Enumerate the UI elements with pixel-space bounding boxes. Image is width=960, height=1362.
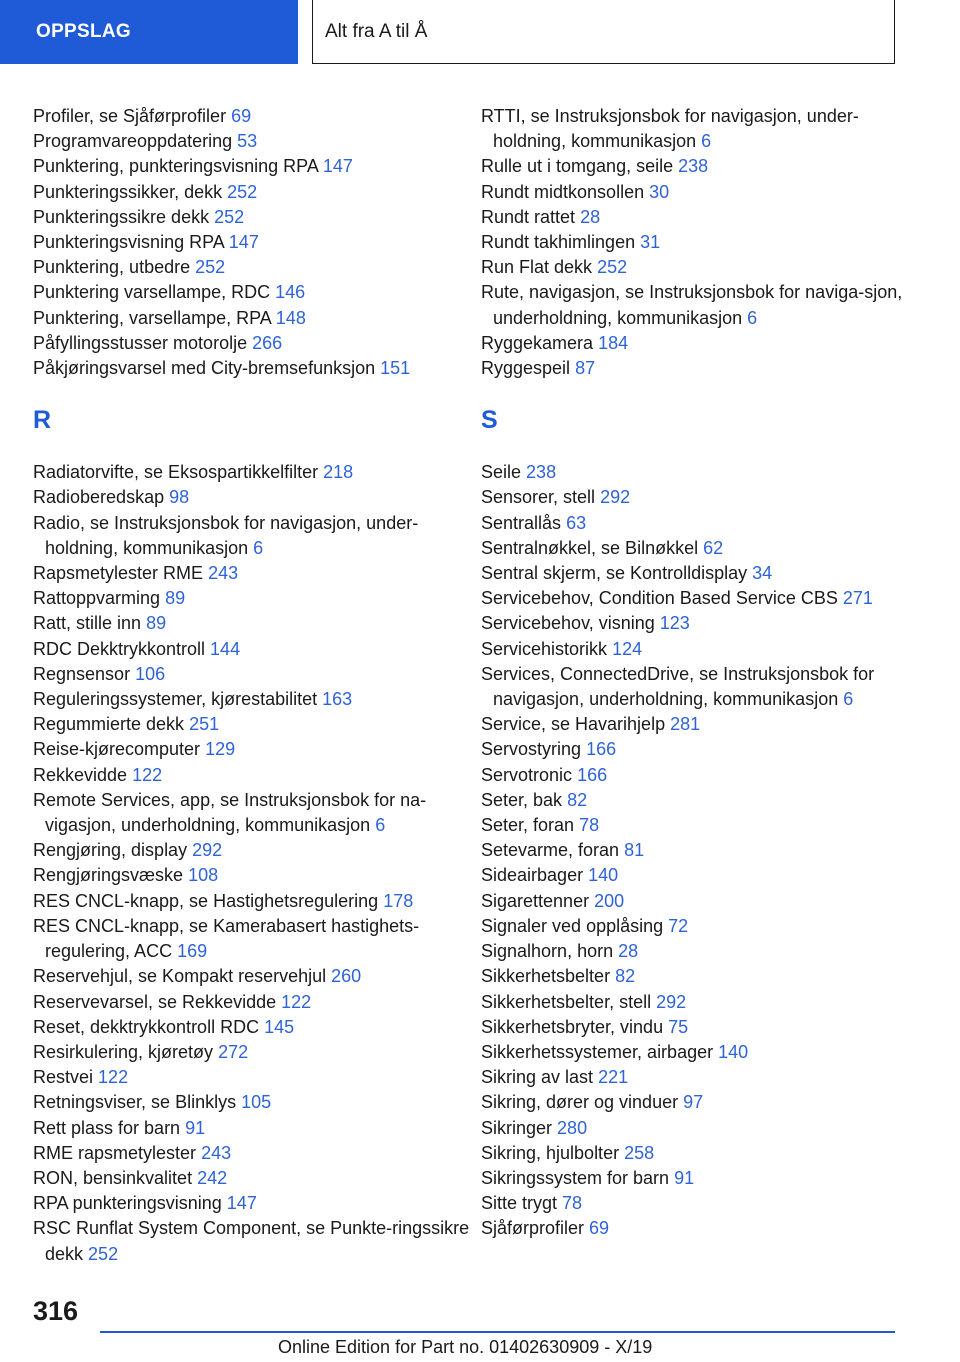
index-entry — [33, 485, 473, 510]
page-link[interactable]: 81 — [624, 840, 645, 861]
index-entry — [481, 280, 911, 330]
page-link[interactable]: 238 — [526, 462, 557, 483]
page-link[interactable]: 252 — [195, 257, 226, 278]
index-term: Punkteringssikker, dekk — [33, 181, 223, 202]
index-term: Sitte trygt — [481, 1193, 558, 1214]
page-link[interactable]: 89 — [165, 588, 186, 609]
page-link[interactable]: 122 — [98, 1067, 129, 1088]
index-term: Programvareoppdatering — [33, 131, 233, 152]
index-term: Sensorer, stell — [481, 487, 596, 508]
page-link[interactable]: 129 — [205, 739, 236, 760]
index-term: Ryggekamera — [481, 332, 594, 353]
page-link[interactable]: 144 — [210, 638, 241, 659]
index-entry — [33, 154, 473, 179]
page-link[interactable]: 87 — [575, 358, 596, 379]
page-link[interactable]: 108 — [188, 865, 219, 886]
page-link[interactable]: 258 — [624, 1142, 655, 1163]
page-link[interactable]: 147 — [226, 1193, 257, 1214]
page-link[interactable]: 91 — [674, 1167, 695, 1188]
page-link[interactable]: 178 — [383, 890, 414, 911]
page-link[interactable]: 124 — [612, 638, 643, 659]
page-link[interactable]: 292 — [192, 840, 223, 861]
index-entry — [481, 939, 911, 964]
page-link[interactable]: 78 — [579, 815, 600, 836]
index-entry — [33, 788, 473, 838]
index-entry — [33, 561, 473, 586]
index-entry — [33, 511, 473, 561]
index-term: Seter, bak — [481, 789, 563, 810]
index-term: Reise-kjørecomputer — [33, 739, 201, 760]
index-entry — [481, 331, 911, 356]
index-entry — [481, 536, 911, 561]
index-term: Sikkerhetsbryter, vindu — [481, 1016, 664, 1037]
page-link[interactable]: 122 — [132, 764, 163, 785]
index-entry — [481, 964, 911, 989]
index-term: Punktering, punkteringsvisning RPA — [33, 156, 318, 177]
index-term: Rundt midtkonsollen — [481, 181, 645, 202]
index-column-left — [33, 104, 473, 1267]
page-link[interactable]: 140 — [588, 865, 619, 886]
index-term: Rett plass for barn — [33, 1117, 181, 1138]
index-entry — [481, 737, 911, 762]
page-link[interactable]: 69 — [589, 1218, 610, 1239]
index-entry — [33, 586, 473, 611]
index-term: Rulle ut i tomgang, seile — [481, 156, 674, 177]
index-term: Profiler, se Sjåførprofiler — [33, 106, 227, 126]
page-link[interactable]: 280 — [557, 1117, 588, 1138]
index-entry — [481, 104, 911, 154]
index-term: RES CNCL-knapp, se Hastighetsregulering — [33, 890, 379, 911]
index-entry — [481, 356, 911, 381]
index-term: Servicehistorikk — [481, 638, 608, 659]
page-link[interactable]: 6 — [843, 689, 854, 710]
index-term: Rattoppvarming — [33, 588, 161, 609]
page-link[interactable]: 243 — [201, 1142, 232, 1163]
index-term: Sikring, hjulbolter — [481, 1142, 620, 1163]
page-link[interactable]: 145 — [264, 1016, 295, 1037]
index-entry — [481, 1216, 911, 1241]
page-link[interactable]: 292 — [600, 487, 631, 508]
page-link[interactable]: 140 — [718, 1041, 749, 1062]
page-link[interactable]: 62 — [703, 537, 724, 558]
page-link[interactable]: 6 — [253, 537, 264, 558]
page-link[interactable]: 122 — [281, 991, 312, 1012]
index-term: Signaler ved opplåsing — [481, 915, 664, 936]
page-link[interactable]: 78 — [562, 1193, 583, 1214]
index-entry — [33, 1090, 473, 1115]
index-term: Seter, foran — [481, 815, 575, 836]
index-entry — [481, 511, 911, 536]
page-link[interactable]: 252 — [597, 257, 628, 278]
page-link[interactable]: 147 — [228, 232, 259, 253]
index-term: Servotronic — [481, 764, 573, 785]
index-entry — [481, 1065, 911, 1090]
page-link[interactable]: 221 — [598, 1067, 629, 1088]
page-link[interactable]: 91 — [185, 1117, 206, 1138]
page-header-title: Alt fra A til Å — [312, 0, 895, 64]
page-link[interactable]: 151 — [380, 358, 411, 379]
index-term: Rengjøringsvæske — [33, 865, 184, 886]
page-link[interactable]: 53 — [237, 131, 258, 152]
page-link[interactable]: 260 — [331, 966, 362, 987]
page-link[interactable]: 166 — [577, 764, 608, 785]
index-entry — [33, 687, 473, 712]
index-term: Remote Services, app, se Instruksjonsbok for na-vigasjon, underholdning, kommunikasjon — [33, 789, 427, 836]
index-term: Radioberedskap — [33, 487, 165, 508]
index-term: Punktering, utbedre — [33, 257, 191, 278]
index-term: Servicebehov, Condition Based Service CBS — [481, 588, 838, 609]
page-link[interactable]: 271 — [842, 588, 873, 609]
page-link[interactable]: 218 — [323, 462, 354, 483]
page-link[interactable]: 242 — [197, 1167, 228, 1188]
index-term: Sikringer — [481, 1117, 553, 1138]
index-term: Restvei — [33, 1067, 94, 1088]
page-link[interactable]: 97 — [683, 1092, 704, 1113]
page-link[interactable]: 72 — [668, 915, 689, 936]
index-term: Sentral skjerm, se Kontrolldisplay — [481, 563, 748, 584]
page-link[interactable]: 238 — [678, 156, 709, 177]
page-link[interactable]: 148 — [275, 307, 306, 328]
index-entry — [481, 255, 911, 280]
index-entry — [33, 1116, 473, 1141]
page-link[interactable]: 266 — [252, 332, 283, 353]
index-entry — [481, 180, 911, 205]
page-link[interactable]: 163 — [322, 689, 353, 710]
page-link[interactable]: 28 — [580, 206, 601, 227]
page-link[interactable]: 30 — [649, 181, 670, 202]
index-entry — [481, 205, 911, 230]
index-entry — [481, 889, 911, 914]
page-link[interactable]: 169 — [177, 941, 208, 962]
index-entry — [481, 838, 911, 863]
index-entry — [481, 763, 911, 788]
index-term: RDC Dekktrykkontroll — [33, 638, 206, 659]
index-entry — [481, 813, 911, 838]
index-term: Setevarme, foran — [481, 840, 620, 861]
page-link[interactable]: 106 — [135, 663, 166, 684]
index-term: Punktering varsellampe, RDC — [33, 282, 271, 303]
index-entry — [481, 863, 911, 888]
index-term: Reset, dekktrykkontroll RDC — [33, 1016, 260, 1037]
index-term: Reservehjul, se Kompakt reservehjul — [33, 966, 327, 987]
index-entry — [481, 1015, 911, 1040]
index-entry — [33, 205, 473, 230]
index-term: Rengjøring, display — [33, 840, 188, 861]
index-term: RES CNCL-knapp, se Kamerabasert hastighets-regulering, ACC — [33, 915, 420, 962]
index-entry — [33, 255, 473, 280]
index-term: Sideairbager — [481, 865, 584, 886]
index-entry — [33, 356, 473, 381]
page-link[interactable]: 105 — [241, 1092, 272, 1113]
index-term: Servostyring — [481, 739, 582, 760]
index-entry — [481, 1090, 911, 1115]
index-entry — [33, 889, 473, 914]
index-term: Punkteringssikre dekk — [33, 206, 210, 227]
index-term: Sikring, dører og vinduer — [481, 1092, 679, 1113]
index-term: Regnsensor — [33, 663, 131, 684]
index-entry — [33, 763, 473, 788]
index-entry — [481, 662, 911, 712]
index-entry — [33, 280, 473, 305]
page-link[interactable]: 292 — [656, 991, 687, 1012]
page-link[interactable]: 251 — [189, 714, 220, 735]
index-letter-heading: R — [33, 406, 52, 435]
index-entry — [33, 1166, 473, 1191]
index-term: Sikkerhetsbelter — [481, 966, 611, 987]
index-term: Rundt rattet — [481, 206, 576, 227]
page-link[interactable]: 34 — [752, 563, 773, 584]
footer-rule — [100, 1331, 895, 1333]
page-link[interactable]: 6 — [375, 815, 386, 836]
index-entry — [481, 485, 911, 510]
index-entry — [481, 561, 911, 586]
index-term: RTTI, se Instruksjonsbok for navigasjon, under-holdning, kommunikasjon — [481, 106, 859, 152]
index-term: Sjåførprofiler — [481, 1218, 585, 1239]
index-term: Sikringssystem for barn — [481, 1167, 670, 1188]
index-entry — [33, 1040, 473, 1065]
index-entry — [33, 306, 473, 331]
page-link[interactable]: 75 — [668, 1016, 689, 1037]
index-entry — [481, 990, 911, 1015]
page-link[interactable]: 28 — [618, 941, 639, 962]
page-link[interactable]: 272 — [218, 1041, 249, 1062]
index-entry — [33, 180, 473, 205]
index-entry — [33, 230, 473, 255]
index-entry — [33, 914, 473, 964]
index-entry — [33, 611, 473, 636]
index-term: Radiatorvifte, se Eksospartikkelfilter — [33, 462, 319, 483]
index-term: Signalhorn, horn — [481, 941, 614, 962]
page-link[interactable]: 89 — [146, 613, 167, 634]
index-term: RME rapsmetylester — [33, 1142, 197, 1163]
index-entry — [33, 460, 473, 485]
index-term: RON, bensinkvalitet — [33, 1167, 193, 1188]
section-tab: OPPSLAG — [0, 0, 298, 64]
index-entry — [33, 1065, 473, 1090]
index-term: Rute, navigasjon, se Instruksjonsbok for naviga-sjon, underholdning, kommunikasjon — [481, 282, 903, 328]
page-link[interactable]: 252 — [88, 1243, 119, 1264]
index-term: RSC Runflat System Component, se Punkte-ringssikre dekk — [33, 1218, 470, 1264]
page-link[interactable]: 69 — [231, 106, 252, 126]
index-entry — [33, 712, 473, 737]
page-link[interactable]: 63 — [566, 512, 587, 533]
index-entry — [481, 586, 911, 611]
index-term: Servicebehov, visning — [481, 613, 655, 634]
page-link[interactable]: 123 — [659, 613, 690, 634]
index-entry — [33, 863, 473, 888]
index-term: Resirkulering, kjøretøy — [33, 1041, 214, 1062]
index-term: RPA punkteringsvisning — [33, 1193, 222, 1214]
index-entry — [33, 737, 473, 762]
index-entry — [481, 914, 911, 939]
index-entry — [481, 460, 911, 485]
page-link[interactable]: 252 — [214, 206, 245, 227]
index-term: Sikring av last — [481, 1067, 594, 1088]
index-entry — [33, 1141, 473, 1166]
index-entry — [481, 712, 911, 737]
page-link[interactable]: 147 — [322, 156, 353, 177]
page-link[interactable]: 98 — [169, 487, 190, 508]
page-link[interactable]: 252 — [227, 181, 258, 202]
index-term: Rundt takhimlingen — [481, 232, 636, 253]
index-term: Reguleringssystemer, kjørestabilitet — [33, 689, 318, 710]
index-entry — [33, 662, 473, 687]
index-term: Ryggespeil — [481, 358, 571, 379]
index-entry — [481, 1040, 911, 1065]
index-term: Punktering, varsellampe, RPA — [33, 307, 271, 328]
index-entry — [33, 964, 473, 989]
index-term: Reservevarsel, se Rekkevidde — [33, 991, 277, 1012]
footer-edition: Online Edition for Part no. 01402630909 - X/19 — [278, 1337, 653, 1357]
page-link[interactable]: 146 — [275, 282, 306, 303]
index-entry — [33, 1216, 473, 1266]
page-link[interactable]: 243 — [208, 563, 239, 584]
index-entry — [481, 1116, 911, 1141]
index-term: Rekkevidde — [33, 764, 128, 785]
index-term: Run Flat dekk — [481, 257, 593, 278]
index-term: Påkjøringsvarsel med City-bremsefunksjon — [33, 358, 376, 379]
index-term: Regummierte dekk — [33, 714, 185, 735]
index-entry — [33, 331, 473, 356]
index-entry — [33, 1015, 473, 1040]
page-link[interactable]: 82 — [567, 789, 588, 810]
page-link[interactable]: 200 — [594, 890, 625, 911]
page-link[interactable]: 6 — [747, 307, 758, 328]
page-number: 316 — [33, 1296, 79, 1326]
index-term: Sentrallås — [481, 512, 562, 533]
index-term: Sentralnøkkel, se Bilnøkkel — [481, 537, 699, 558]
index-entry — [481, 611, 911, 636]
index-entry — [481, 637, 911, 662]
index-term: Punkteringsvisning RPA — [33, 232, 224, 253]
index-term: Seile — [481, 462, 522, 483]
index-term: Sigarettenner — [481, 890, 590, 911]
index-entry — [481, 788, 911, 813]
page-link[interactable]: 184 — [598, 332, 629, 353]
index-entry — [33, 838, 473, 863]
page-link[interactable]: 166 — [586, 739, 617, 760]
index-term: Services, ConnectedDrive, se Instruksjonsbok for navigasjon, underholdning, kommunikasjon — [481, 663, 875, 710]
index-letter-heading: S — [481, 406, 498, 435]
index-term: Ratt, stille inn — [33, 613, 142, 634]
index-term: Rapsmetylester RME — [33, 563, 204, 584]
index-entry — [481, 230, 911, 255]
page-link[interactable]: 82 — [615, 966, 636, 987]
index-term: Radio, se Instruksjonsbok for navigasjon, under-holdning, kommunikasjon — [33, 512, 419, 558]
page-link[interactable]: 281 — [670, 714, 701, 735]
page-link[interactable]: 6 — [701, 131, 712, 152]
index-term: Sikkerhetssystemer, airbager — [481, 1041, 714, 1062]
index-term: Service, se Havarihjelp — [481, 714, 666, 735]
index-entry — [33, 637, 473, 662]
index-term: Påfyllingsstusser motorolje — [33, 332, 248, 353]
index-entry — [481, 1191, 911, 1216]
index-entry — [481, 1166, 911, 1191]
index-entry — [33, 1191, 473, 1216]
index-term: Sikkerhetsbelter, stell — [481, 991, 652, 1012]
index-entry — [481, 154, 911, 179]
index-entry — [33, 129, 473, 154]
index-entry — [33, 990, 473, 1015]
index-entry — [33, 104, 473, 129]
index-term: Retningsviser, se Blinklys — [33, 1092, 237, 1113]
index-column-right — [481, 104, 911, 1242]
page-link[interactable]: 31 — [640, 232, 661, 253]
index-entry — [481, 1141, 911, 1166]
